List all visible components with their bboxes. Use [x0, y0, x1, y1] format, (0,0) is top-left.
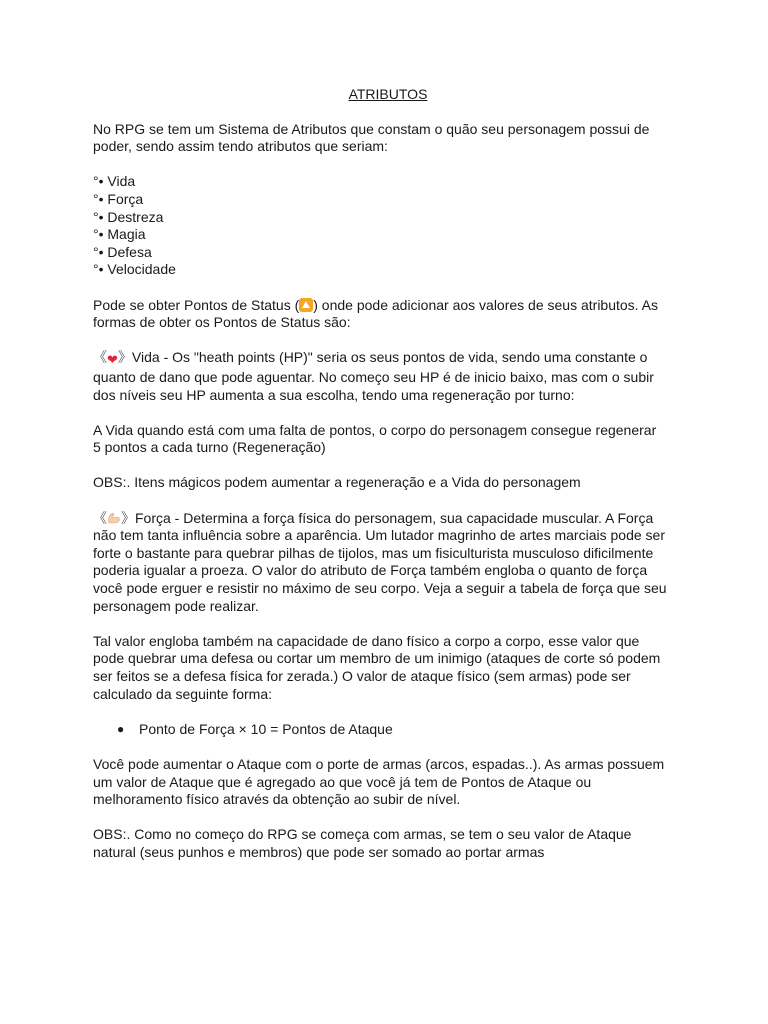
- document-body: [93, 86, 683, 879]
- forca-line: você pode erguer e resistir no máximo de seu corpo. Veja a seguir a tabela de força que seu: [93, 580, 667, 597]
- up-arrow-button-icon: [299, 298, 313, 312]
- bullet-dot: ●: [117, 721, 125, 736]
- forca-bracket-open: 《: [93, 509, 107, 526]
- attack-formula-bullet: [93, 721, 683, 739]
- intro-line: poder, sendo assim tendo atributos que seriam:: [93, 138, 388, 155]
- weapons-line: melhoramento físico através da obtenção ao subir de nível.: [93, 791, 461, 808]
- attack-formula-text: Ponto de Força × 10 = Pontos de Ataque: [139, 720, 393, 737]
- attribute-item-magia: °• Magia: [93, 226, 146, 243]
- red-heart-icon: ❤: [107, 352, 118, 368]
- status-line-2: formas de obter os Pontos de Status são:: [93, 314, 351, 331]
- attribute-list: [93, 173, 683, 279]
- attribute-item-vida: °• Vida: [93, 173, 136, 190]
- damage-line: pode quebrar uma defesa ou cortar um membro de um inimigo (ataques de corte só podem: [93, 650, 661, 667]
- status-line-1: [93, 297, 683, 315]
- forca-line: forte o bastante para quebrar pilhas de tijolos, mas um fisiculturista musculoso dificilmente: [93, 544, 654, 561]
- damage-line: Tal valor engloba também na capacidade de dano físico a corpo a corpo, esse valor que: [93, 632, 640, 649]
- damage-paragraph: [93, 633, 683, 703]
- attribute-item-destreza: °• Destreza: [93, 208, 164, 225]
- vida-line-1: [93, 349, 683, 369]
- weapons-paragraph: [93, 756, 683, 809]
- status-points-paragraph: [93, 297, 683, 332]
- forca-line: personagem pode realizar.: [93, 597, 259, 614]
- vida-line-3: dos níveis seu HP aumenta a sua escolha, tendo uma regeneração por turno:: [93, 386, 575, 403]
- flexed-biceps-icon: [107, 512, 121, 524]
- damage-line: calculado da seguinte forma:: [93, 685, 272, 702]
- intro-line: No RPG se tem um Sistema de Atributos que constam o quão seu personagem possui de: [93, 120, 650, 137]
- regen-line: 5 pontos a cada turno (Regeneração): [93, 439, 326, 456]
- forca-line-1: [93, 510, 683, 528]
- forca-bracket-close: 》: [121, 509, 135, 526]
- attribute-item-forca: °• Força: [93, 190, 144, 207]
- obs-line: OBS:. Como no começo do RPG se começa com armas, se tem o seu valor de Ataque: [93, 826, 632, 843]
- attribute-item-velocidade: °• Velocidade: [93, 261, 176, 278]
- obs-paragraph-1: [93, 474, 683, 492]
- vida-bracket-close: 》: [117, 349, 132, 366]
- obs-line: natural (seus punhos e membros) que pode ser somado ao portar armas: [93, 843, 545, 860]
- regen-line: A Vida quando está com uma falta de pontos, o corpo do personagem consegue regenerar: [93, 421, 657, 438]
- damage-line: ser feitos se a defesa física for zerada.) O valor de ataque físico (sem armas) pode ser: [93, 668, 631, 684]
- vida-paragraph: [93, 349, 683, 404]
- regeneration-paragraph: [93, 422, 683, 457]
- status-text-after: ) onde pode adicionar aos valores de seus atributos. As: [313, 296, 659, 313]
- intro-paragraph: [93, 121, 683, 156]
- obs-line: OBS:. Itens mágicos podem aumentar a regeneração e a Vida do personagem: [93, 474, 581, 491]
- forca-line: poderia igualar a proeza. O valor do atributo de Força também engloba o quanto de força: [93, 562, 648, 579]
- forca-paragraph: [93, 510, 683, 616]
- document-title: ATRIBUTOS: [348, 86, 428, 102]
- obs-paragraph-2: [93, 826, 683, 861]
- forca-text: Força - Determina a força física do personagem, sua capacidade muscular. A Força: [135, 509, 654, 526]
- status-text-before: Pode se obter Pontos de Status (: [93, 296, 300, 313]
- vida-line-2: quanto de dano que pode aguentar. No começo seu HP é de inicio baixo, mas com o subir: [93, 368, 654, 385]
- vida-text: Vida - Os "heath points (HP)" seria os seus pontos de vida, sendo uma constante o: [131, 349, 648, 366]
- weapons-line: Você pode aumentar o Ataque com o porte de armas (arcos, espadas..). As armas possuem: [93, 755, 665, 772]
- weapons-line: um valor de Ataque que é agregado ao que você já tem de Pontos de Ataque ou: [93, 773, 592, 790]
- forca-line: não tem tanta influência sobre a aparência. Um lutador magrinho de artes marciais pode ser: [93, 527, 665, 544]
- vida-bracket-open: 《: [93, 349, 107, 366]
- attribute-item-defesa: °• Defesa: [93, 243, 152, 260]
